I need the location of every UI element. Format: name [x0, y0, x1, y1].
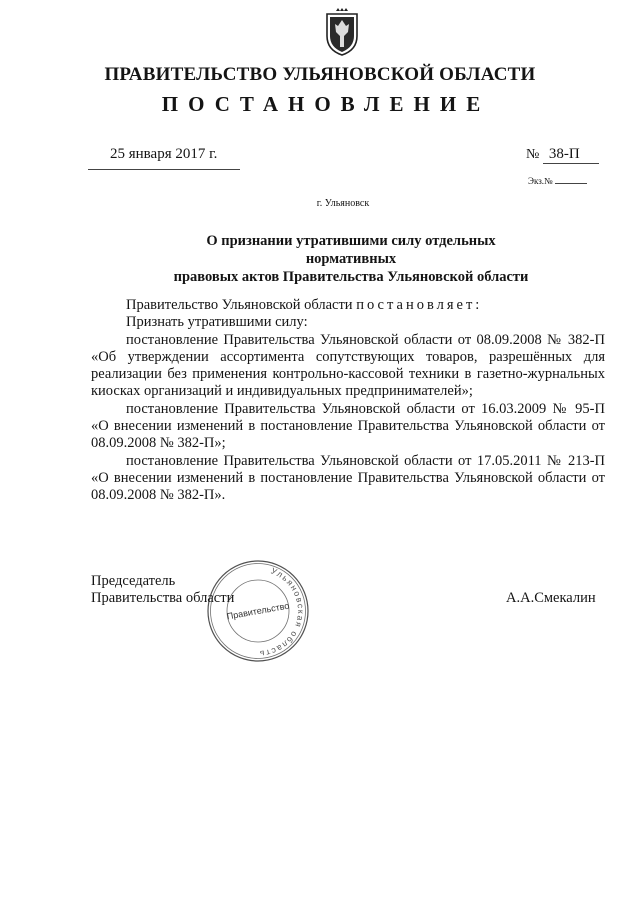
signer-name: А.А.Смекалин — [506, 590, 596, 606]
date-underline — [88, 169, 240, 170]
document-date: 25 января 2017 г. — [110, 146, 218, 162]
repealed-item-1: постановление Правительства Ульяновской области от 08.09.2008 № 382-П «Об утверждении ассортимента сопутствующих товаров, разрешённых для реализации без применения контрольно-кассовой техники в газетно-журнальных киосках организаций и индивидуальных предпринимателей»; — [91, 331, 605, 400]
document-number — [526, 146, 599, 164]
signer-position-line-2: Правительства области — [91, 590, 235, 606]
recognize-paragraph: Признать утратившими силу: — [126, 314, 308, 331]
title-line-1: О признании утратившими силу отдельных нормативных — [206, 233, 496, 267]
government-header: ПРАВИТЕЛЬСТВО УЛЬЯНОВСКОЙ ОБЛАСТИ — [104, 64, 536, 85]
copy-number — [528, 176, 587, 186]
repealed-item-2: постановление Правительства Ульяновской области от 16.03.2009 № 95-П «О внесении изменений в постановление Правительства Ульяновской области от 08.09.2008 № 382-П»; — [91, 400, 605, 452]
copy-number-blank — [555, 183, 587, 184]
document-title — [160, 232, 542, 286]
title-line-2: правовых актов Правительства Ульяновской области — [173, 269, 529, 285]
intro-verb: постановляет: — [356, 297, 483, 313]
copy-label: Экз.№ — [528, 176, 553, 186]
number-value: 38-П — [543, 146, 599, 164]
official-seal-stamp — [204, 558, 312, 664]
number-label: № — [526, 147, 540, 162]
seal-ring-text: Ульяновская область — [258, 565, 307, 660]
intro-prefix: Правительство Ульяновской области — [126, 297, 357, 313]
coat-of-arms-emblem — [323, 8, 361, 56]
repealed-item-3: постановление Правительства Ульяновской области от 17.05.2011 № 213-П «О внесении изменений в постановление Правительства Ульяновской области от 08.09.2008 № 382-П». — [91, 452, 605, 504]
document-body — [91, 297, 605, 505]
city-name: г. Ульяновск — [316, 198, 370, 209]
document-type-heading: ПОСТАНОВЛЕНИЕ — [161, 92, 491, 116]
signer-position-line-1: Председатель — [91, 573, 176, 589]
seal-center-text: Правительство — [225, 600, 291, 622]
intro-paragraph — [91, 297, 605, 314]
